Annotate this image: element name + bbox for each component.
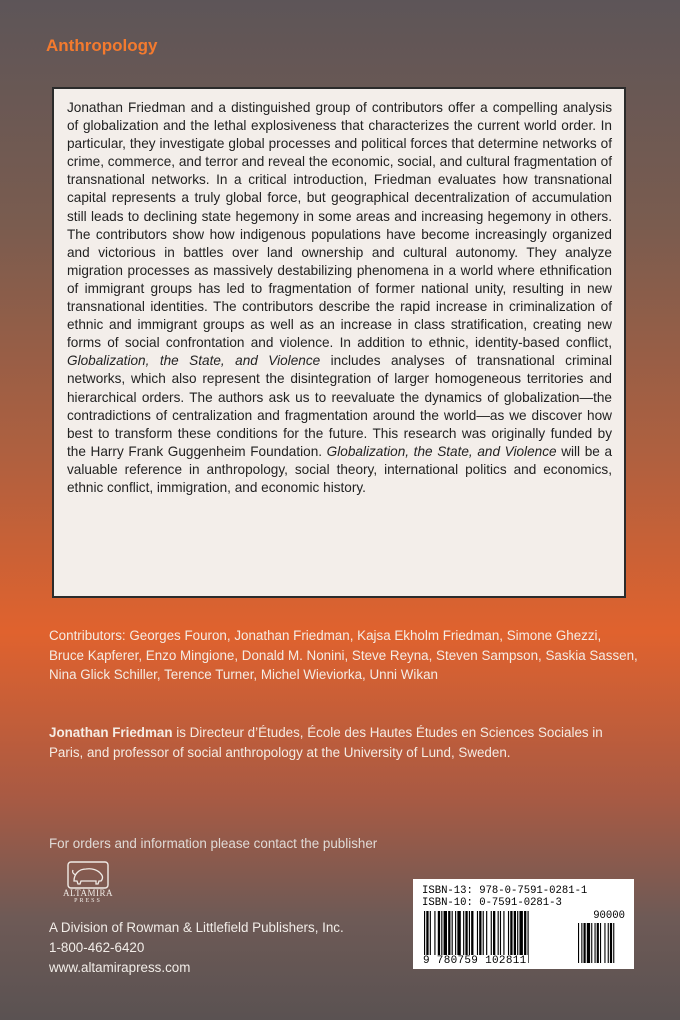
logo-sub: PRESS [74, 898, 102, 904]
book-description [52, 87, 626, 598]
description-text-3: will be a valuable reference in anthropology, social theory, international politics and economics, ethnic conflict, immigration, and economic history. [67, 443, 613, 495]
isbn10-label: ISBN-10: 0-7591-0281-3 [422, 897, 562, 909]
publisher-division: A Division of Rowman & Littlefield Publishers, Inc. [49, 920, 344, 935]
description-text-1: Jonathan Friedman and a distinguished group of contributors offer a compelling analysis of globalization and the lethal explosiveness that characterizes the current world order. In particular, they investigate global processes and political forces that determine networks of crime, commerce, and terror and reveal the economic, social, and cultural fragmentation of transnational networks. In a critical introduction, Friedman evaluates how transnational capital represents a truly global force, but geographical decentralization of accumulation still leads to declining state hegemony in some areas and increasing hegemony in others. The contributors show how indigenous populations have become increasingly organized and victorious in battles over land ownership and cultural autonomy. They analyze migration processes as massively destabilizing phenomena in a world where ethnification of immigrant groups has led to fragmentation of former national unity, resulting in new transnational identities. The contributors describe the rapid increase in criminalization of ethnic and immigrant groups as well as an increase in class stratification, creating new forms of social confrontation and violence. In addition to ethnic, identity-based conflict, [67, 100, 612, 351]
author-name: Jonathan Friedman [49, 725, 173, 740]
isbn-barcode [413, 879, 634, 969]
logo-name: ALTAMIRA [63, 888, 113, 898]
publisher-website: www.altamirapress.com [49, 960, 191, 975]
book-title-italic: Globalization, the State, and Violence [326, 443, 557, 459]
publisher-info [49, 918, 344, 978]
orders-note: For orders and information please contact the publisher [49, 836, 378, 851]
category-label: Anthropology [46, 36, 158, 55]
author-bio-text: is Directeur d’Études, École des Hautes Études en Sciences Sociales in Paris, and professor of social anthropology at the University of Lund, Sweden. [49, 725, 603, 760]
book-title-italic: Globalization, the State, and Violence [67, 353, 321, 369]
isbn13-label: ISBN-13: 978-0-7591-0281-1 [422, 885, 588, 897]
publisher-logo [56, 860, 120, 916]
description-text-2: includes analyses of transnational criminal networks, which also represent the disintegration of larger homogeneous territories and hierarchical orders. The authors ask us to reevaluate the dynamics of globalization—the contradictions of centralization and fragmentation around the world—as we discover how best to transform these conditions for the future. This research was originally funded by the Harry Frank Guggenheim Foundation. [67, 353, 612, 459]
publisher-phone: 1-800-462-6420 [49, 940, 145, 955]
author-bio [49, 723, 639, 762]
contributors-list: Contributors: Georges Fouron, Jonathan Friedman, Kajsa Ekholm Friedman, Simone Ghezzi, Bruce Kapferer, Enzo Mingione, Donald M. Nonini, Steve Reyna, Steven Sampson, Saskia Sassen, Nina Glick Schiller, Terence Turner, Michel Wieviorka, Unni Wikan [49, 628, 638, 682]
barcode-addon: 90000 [593, 910, 625, 922]
altamira-bison-logo-icon [65, 860, 111, 890]
barcode-digits: 9 780759 102811 [423, 955, 527, 967]
